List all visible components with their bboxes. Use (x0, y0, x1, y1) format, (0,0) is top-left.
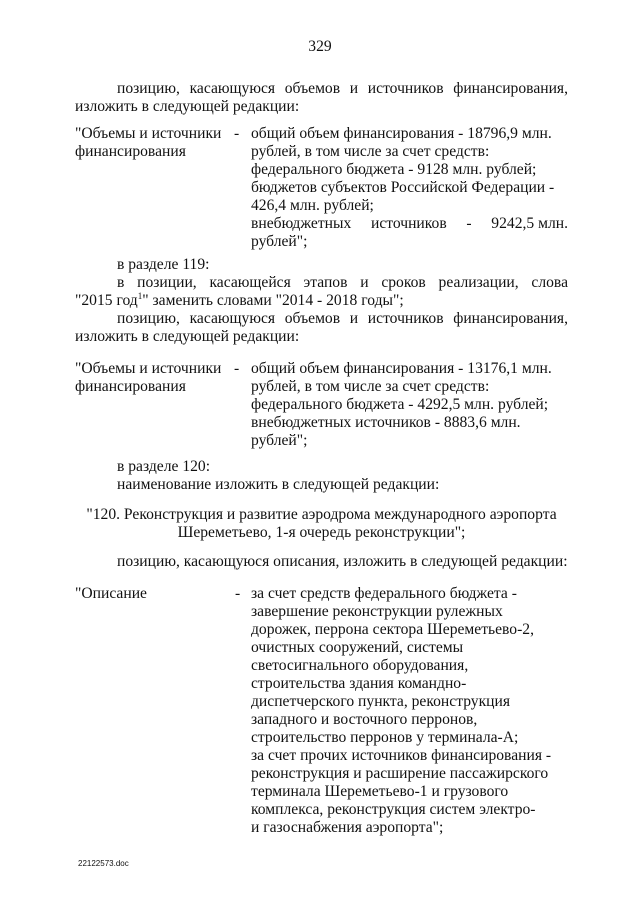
value-line: общий объем финансирования - 13176,1 млн. (251, 360, 552, 377)
object-title (75, 506, 568, 542)
funding-row-1 (75, 125, 568, 251)
value-line: федерального бюджета - 4292,5 млн. рублей; (251, 396, 549, 413)
description-line: завершение реконструкции рулежных (251, 603, 503, 620)
description-line: светосигнального оборудования, (251, 657, 469, 674)
funding-key-1 (75, 125, 225, 161)
value-word: внебюджетных (251, 215, 352, 232)
value-line: рублей, в том числе за счет средств: (251, 143, 490, 160)
description-line: дорожек, перрона сектора Шереметьево-2, (251, 621, 534, 638)
section-119 (75, 256, 568, 346)
section-120 (75, 458, 568, 494)
section-119-p1-line2 (75, 292, 568, 310)
value-line: рублей"; (251, 432, 308, 449)
description-line: западного и восточного перронов, (251, 711, 478, 728)
page-number: 329 (308, 38, 332, 55)
description-line: диспетчерского пункта, реконструкция (251, 693, 511, 710)
description-line: за счет прочих источников финансирования - (251, 747, 552, 764)
value-line: рублей"; (251, 233, 308, 250)
footnote-marker: 1 (137, 290, 143, 301)
value-line: общий объем финансирования - 18796,9 млн. (251, 125, 552, 142)
description-line: за счет средств федерального бюджета - (251, 585, 517, 602)
funding-row-2 (75, 360, 568, 450)
value-line-justified (251, 215, 568, 233)
key-line: "Описание (75, 585, 147, 602)
key-line: финансирования (75, 143, 186, 160)
section-120-heading: в разделе 120: (117, 458, 211, 475)
value-line: бюджетов субъектов Российской Федерации - (251, 179, 555, 196)
description-line: строительство перронов у терминала-А; (251, 729, 519, 746)
intro-line-1: позицию, касающуюся объемов и источников финансирования, (117, 80, 568, 97)
description-line: строительства здания командно- (251, 675, 467, 692)
section-119-heading: в разделе 119: (117, 256, 210, 273)
quoted-text: " заменить словами "2014 - 2018 годы"; (142, 292, 404, 309)
row-dash: - (234, 125, 240, 142)
key-line: "Объемы и источники (75, 125, 222, 142)
description-line: очистных сооружений, системы (251, 639, 464, 656)
funding-value-1 (251, 125, 568, 251)
intro-paragraph (75, 80, 568, 116)
value-word: источников (370, 215, 447, 232)
value-line: внебюджетных источников - 8883,6 млн. (251, 414, 521, 431)
key-line: "Объемы и источники (75, 360, 222, 377)
value-line: 426,4 млн. рублей; (251, 197, 374, 214)
description-line: реконструкция и расширение пассажирского (251, 765, 549, 782)
section-120-p1: наименование изложить в следующей редакции: (117, 476, 440, 493)
section-119-p2-line2: изложить в следующей редакции: (75, 328, 300, 345)
key-line: финансирования (75, 378, 186, 395)
quoted-text: "2015 год (75, 292, 138, 309)
section-119-p2-line1: позицию, касающуюся объемов и источников финансирования, (117, 310, 568, 327)
object-title-line1: "120. Реконструкция и развитие аэродрома международного аэропорта (86, 506, 557, 523)
description-key (75, 585, 225, 603)
description-line: терминала Шереметьево-1 и грузового (251, 783, 509, 800)
row-dash: - (234, 360, 240, 377)
value-word: - (466, 215, 472, 232)
footer-filename: 22122573.doc (78, 859, 129, 868)
description-row (75, 585, 568, 837)
description-line: и газоснабжения аэропорта"; (251, 819, 444, 836)
description-value (251, 585, 568, 837)
intro-line-2: изложить в следующей редакции: (75, 98, 300, 115)
section-120-p2: позицию, касающуюся описания, изложить в следующей редакции: (117, 553, 568, 570)
value-line: федерального бюджета - 9128 млн. рублей; (251, 161, 537, 178)
description-line: комплекса, реконструкция систем электро- (251, 801, 536, 818)
funding-value-2 (251, 360, 568, 450)
funding-key-2 (75, 360, 225, 396)
section-120-p2-block (75, 553, 568, 571)
row-dash: - (235, 585, 241, 602)
value-line: рублей, в том числе за счет средств: (251, 378, 490, 395)
object-title-line2: Шереметьево, 1-я очередь реконструкции"; (177, 524, 466, 541)
section-119-p1-line1: в позиции, касающейся этапов и сроков реализации, слова (117, 274, 568, 291)
value-word: 9242,5 млн. (491, 215, 568, 232)
